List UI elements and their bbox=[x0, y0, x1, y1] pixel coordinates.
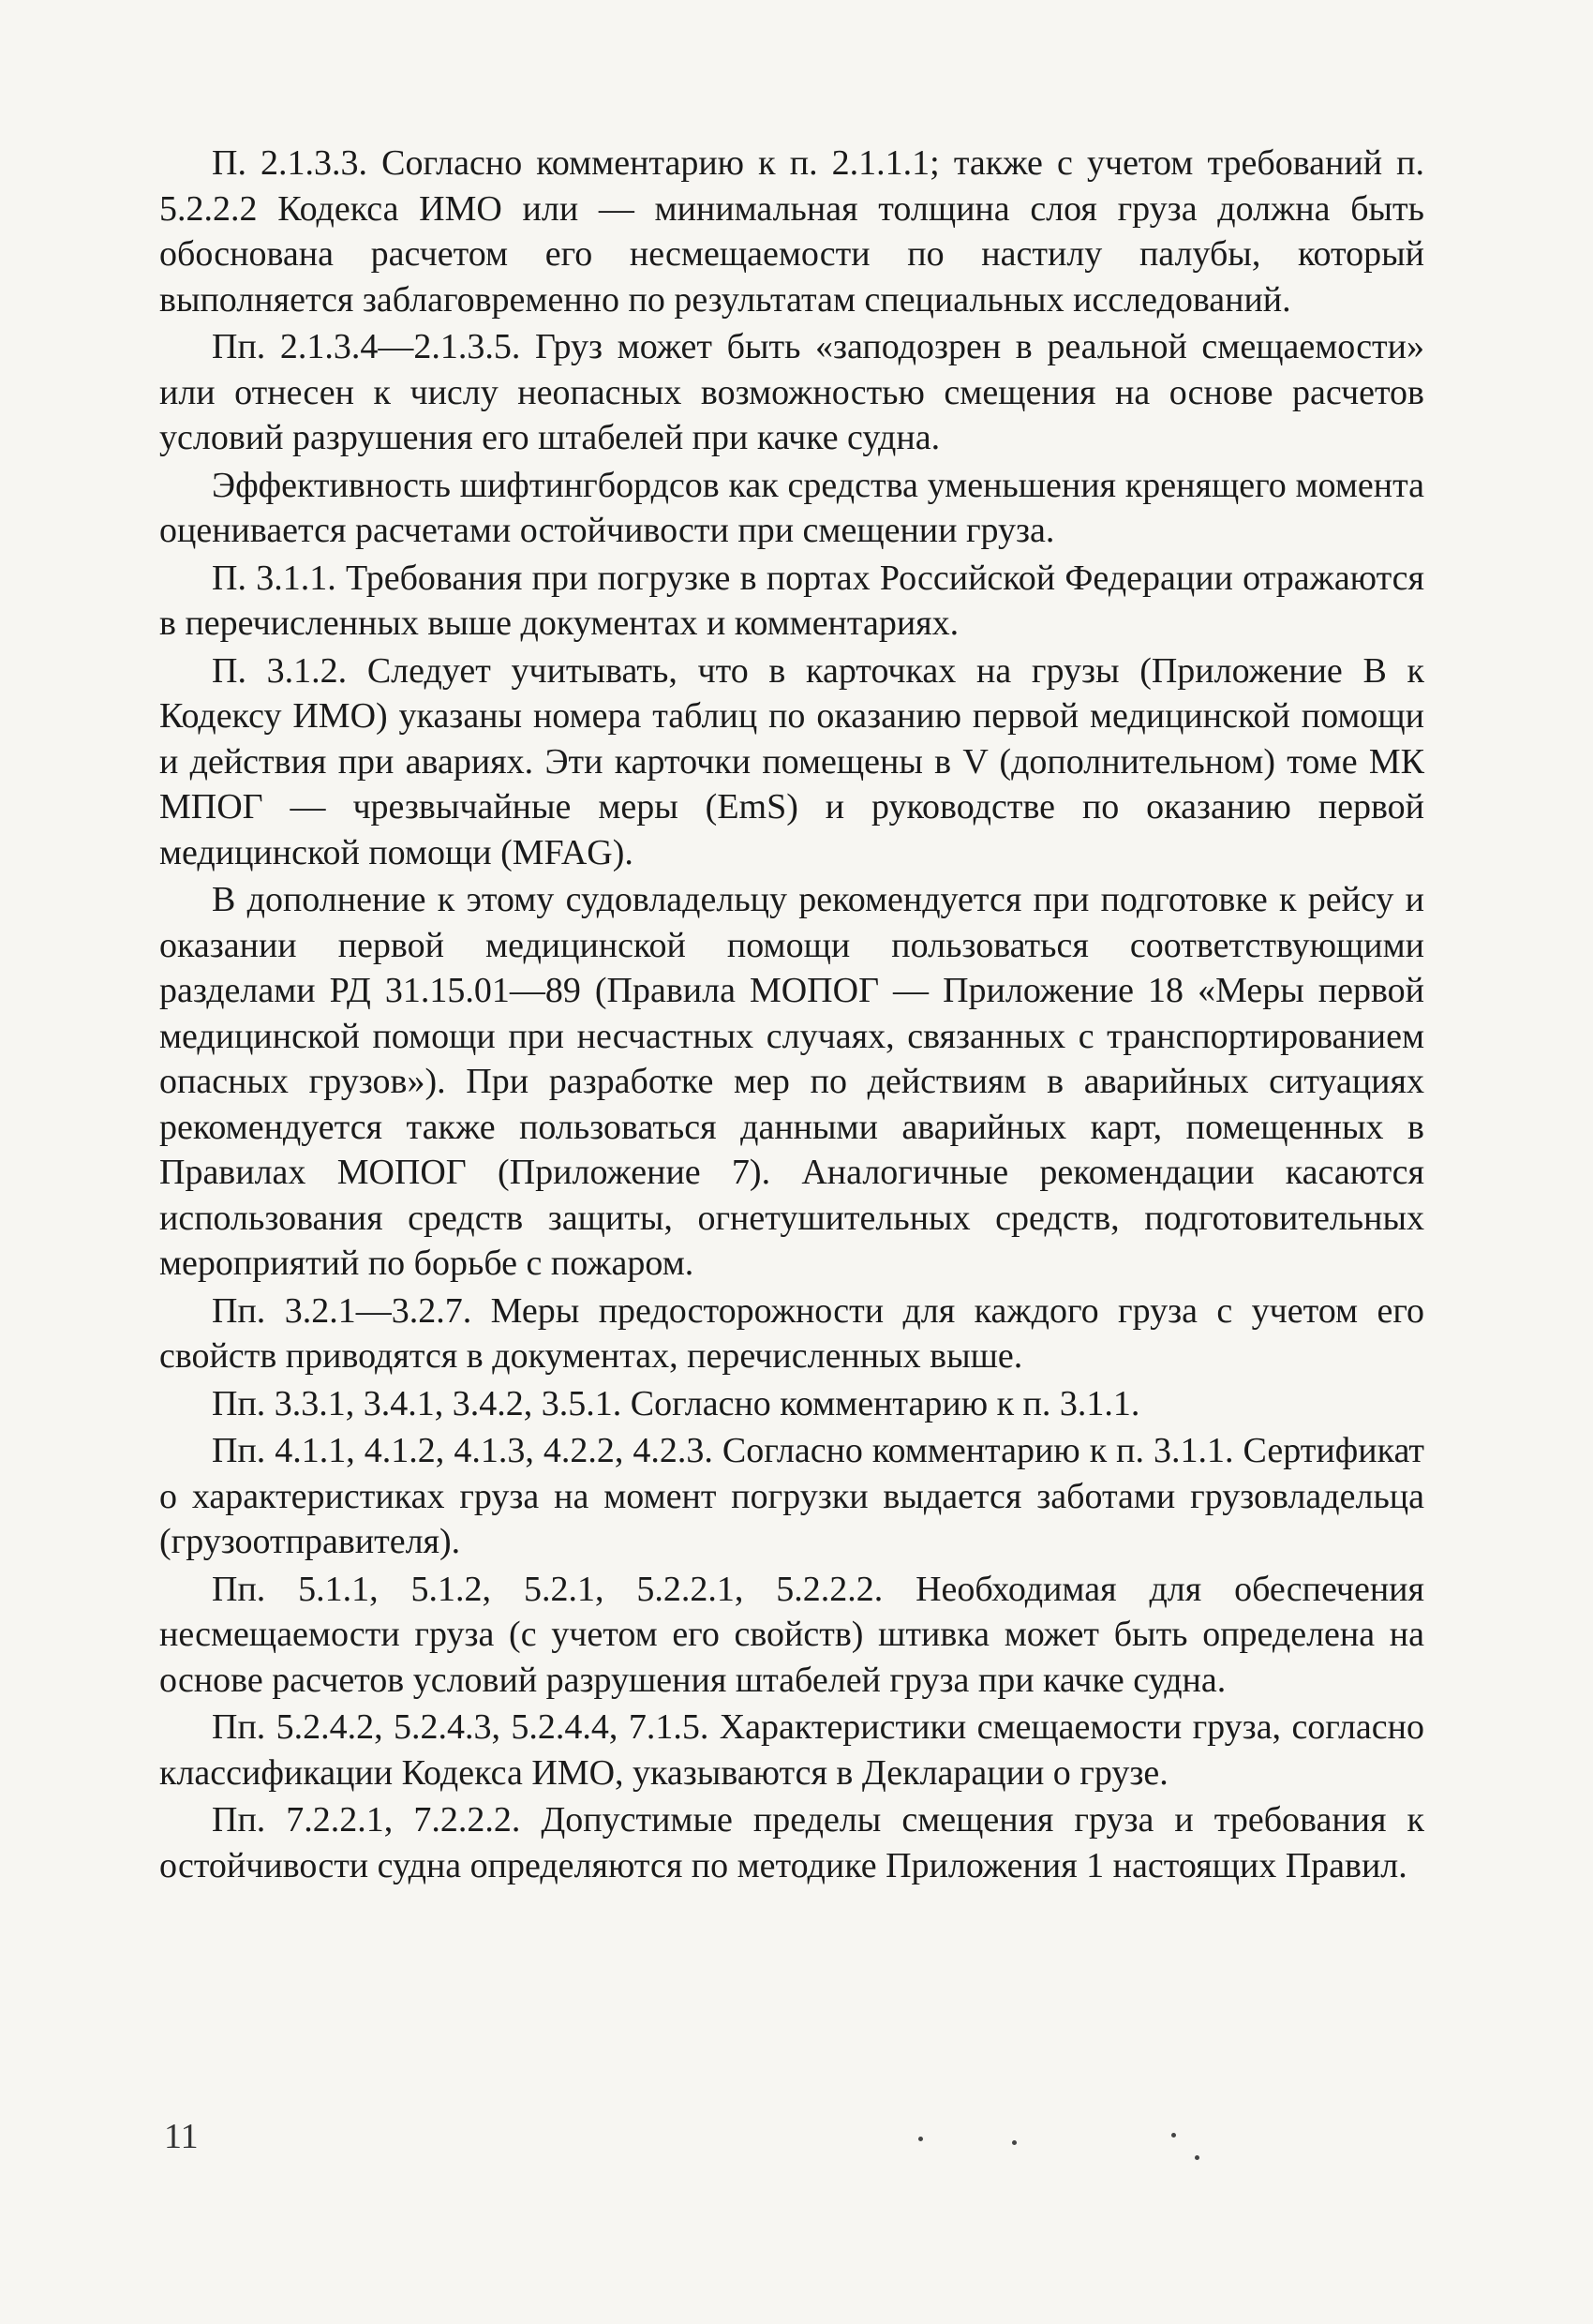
paragraph: Пп. 4.1.1, 4.1.2, 4.1.3, 4.2.2, 4.2.3. Согласно комментарию к п. 3.1.1. Сертификат о характеристиках груза на момент погрузки выдается заботами грузовладельца (грузоотправителя). bbox=[159, 1431, 1424, 1561]
scan-speck bbox=[918, 2137, 923, 2141]
paragraph: П. 3.1.1. Требования при погрузке в портах Российской Федерации отражаются в перечисленных выше документах и комментариях. bbox=[159, 558, 1424, 643]
paragraph: П. 3.1.2. Следует учитывать, что в карточках на грузы (Приложение В к Кодексу ИМО) указаны номера таблиц по оказанию первой медицинской помощи и действия при авариях. Эти карточки помещены в V (дополнительном) томе МК МПОГ — чрезвычайные меры (EmS) и руководстве по оказанию первой медицинской помощи (MFAG). bbox=[159, 650, 1424, 872]
paragraph: Пп. 2.1.3.4—2.1.3.5. Груз может быть «заподозрен в реальной смещаемости» или отнесен к числу неопасных возможностью смещения на основе расчетов условий разрушения его штабелей при качке судна. bbox=[159, 327, 1424, 457]
paragraph: Пп. 3.2.1—3.2.7. Меры предосторожности для каждого груза с учетом его свойств приводятся в документах, перечисленных выше. bbox=[159, 1290, 1424, 1376]
paragraph: Пп. 5.2.4.2, 5.2.4.3, 5.2.4.4, 7.1.5. Характеристики смещаемости груза, согласно классификации Кодекса ИМО, указываются в Декларации о грузе. bbox=[159, 1707, 1424, 1793]
paragraph: В дополнение к этому судовладельцу рекомендуется при подготовке к рейсу и оказании первой медицинской помощи пользоваться соответствующими разделами РД 31.15.01—89 (Правила МОПОГ — Приложение 18 «Меры первой медицинской помощи при несчастных случаях, связанных с транспортированием опасных грузов»). При разработке мер по действиям в аварийных ситуациях рекомендуется также пользоваться данными аварийных карт, помещенных в Правилах МОПОГ (Приложение 7). Аналогичные рекомендации касаются использования средств защиты, огнетушительных средств, подготовительных мероприятий по борьбе с пожаром. bbox=[159, 880, 1424, 1283]
scan-speck bbox=[1012, 2140, 1017, 2145]
page-number: 11 bbox=[164, 2117, 199, 2156]
scan-speck bbox=[1195, 2155, 1199, 2160]
paragraph: Пп. 3.3.1, 3.4.1, 3.4.2, 3.5.1. Согласно комментарию к п. 3.1.1. bbox=[212, 1383, 1140, 1423]
paragraph: Пп. 5.1.1, 5.1.2, 5.2.1, 5.2.2.1, 5.2.2.2. Необходимая для обеспечения несмещаемости груза (с учетом его свойств) штивка может быть определена на основе расчетов условий разрушения штабелей груза при качке судна. bbox=[159, 1569, 1424, 1700]
body-text bbox=[159, 141, 1424, 1890]
paragraph: П. 2.1.3.3. Согласно комментарию к п. 2.1.1.1; также с учетом требований п. 5.2.2.2 Кодекса ИМО или — минимальная толщина слоя груза должна быть обоснована расчетом его несмещаемости по настилу палубы, который выполняется заблаговременно по результатам специальных исследований. bbox=[159, 143, 1424, 320]
paragraph: Пп. 7.2.2.1, 7.2.2.2. Допустимые пределы смещения груза и требования к остойчивости судна определяются по методике Приложения 1 настоящих Правил. bbox=[159, 1800, 1424, 1885]
paragraph: Эффективность шифтингбордсов как средства уменьшения кренящего момента оценивается расчетами остойчивости при смещении груза. bbox=[159, 465, 1424, 550]
scan-speck bbox=[1171, 2133, 1176, 2138]
